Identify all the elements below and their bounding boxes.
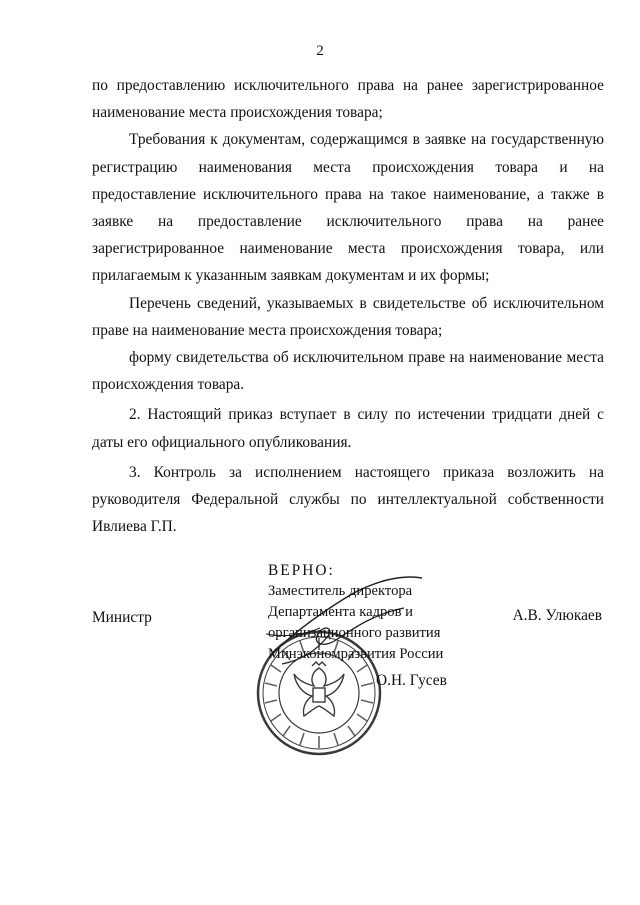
paragraph-certificate-info-list: Перечень сведений, указываемых в свидетельстве об исключительном праве на наименование места происхождения товара; [92, 294, 604, 339]
paragraph-control: 3. Контроль за исполнением настоящего приказа возложить на руководителя Федеральной службы по интеллектуальной собственности Ивлиева Г.П. [92, 463, 604, 536]
certification-position [268, 581, 443, 665]
signature-block [0, 560, 640, 760]
certification-line: Заместитель директора [268, 583, 413, 599]
document-body [92, 72, 604, 540]
certification-header: ВЕРНО: [268, 562, 335, 579]
page-number: 2 [316, 43, 324, 59]
certification-line: Департамента кадров и [268, 604, 413, 620]
certification-line: организационного развития [268, 625, 441, 641]
paragraph-continuation: по предоставлению исключительного права на ранее зарегистрированное наименование места происхождения товара; [92, 77, 604, 122]
certification-line: Минэкономразвития России [268, 646, 444, 662]
paragraph-certificate-form: форму свидетельства об исключительном праве на наименование места происхождения товара. [92, 349, 604, 394]
paragraph-effective-date: 2. Настоящий приказ вступает в силу по истечении тридцати дней с даты его официального опубликования. [92, 406, 604, 451]
certifier-name: О.Н. Гусев [376, 672, 447, 689]
paragraph-document-requirements: Требования к документам, содержащимся в заявке на государственную регистрацию наименования места происхождения товара и на предоставление исключительного права на такое наименование, а также в заявке на предоставление исключительного права на ранее зарегистрированное наименование места происхождения товара, или прилагаемым к указанным заявкам документам и их формы; [92, 131, 604, 285]
signatory-name: А.В. Улюкаев [512, 607, 602, 624]
signatory-position: Министр [92, 609, 152, 626]
